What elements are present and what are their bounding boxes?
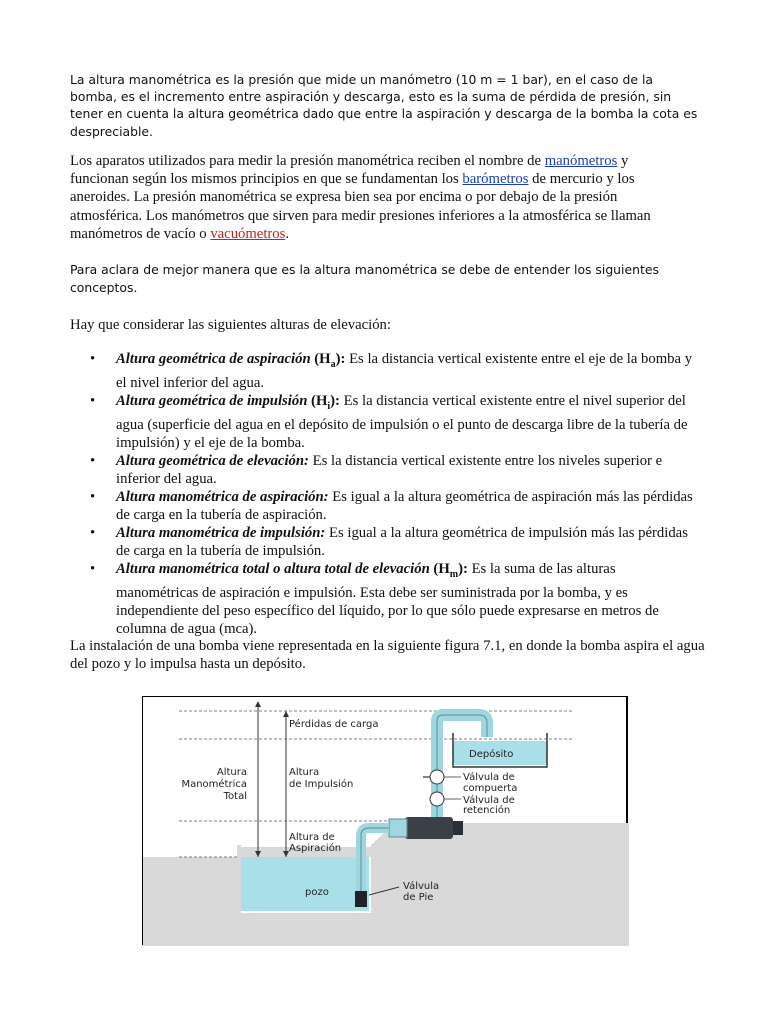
list-item-term: Altura manométrica total o altura total de elevación — [116, 560, 430, 577]
list-item-symbol-close: ): — [458, 560, 468, 577]
list-item-term: Altura manométrica de impulsión: — [116, 524, 326, 541]
list-item-symbol-close: ): — [330, 392, 340, 409]
list-item-term: Altura geométrica de elevación: — [116, 452, 309, 469]
list-item-term: Altura manométrica de aspiración: — [116, 488, 329, 505]
paragraph-altura-manometrica: La altura manométrica es la presión que mide un manómetro (10 m = 1 bar), en el caso de la bomba, es el incremento entre aspiración y descarga, esto es la suma de pérdida de presión, sin tener en cuenta la altura geométrica dado que entre la aspiración y descarga de la bomba la cota es despreciable. — [70, 72, 698, 139]
list-item — [70, 524, 700, 560]
list-item-text: Es la suma de las alturas manométricas de aspiración e impulsión. Esta debe ser suministrada por la bomba, y es independiente del peso específico del líquido, por lo que sólo puede expresarse en metros de columna de agua (mca). — [116, 560, 659, 637]
list-item-symbol: (H — [307, 392, 328, 409]
paragraph-text: y funcionan según los mismos principios en que se fundamentan los — [70, 153, 629, 188]
label-pozo: pozo — [305, 887, 329, 898]
link-barometros[interactable]: barómetros — [462, 171, 529, 188]
bullet: • — [90, 488, 96, 505]
list-item-text: Es igual a la altura geométrica de aspiración más las pérdidas de carga en la tubería de aspiración. — [116, 488, 693, 523]
list-item-symbol: (H — [310, 351, 331, 367]
paragraph-aparatos — [70, 152, 682, 243]
paragraph-text: . — [285, 225, 290, 242]
list-item-subscript: a — [330, 358, 336, 370]
bullet: • — [90, 452, 96, 469]
list-item-term: Altura geométrica de impulsión — [116, 392, 308, 409]
list-item — [70, 350, 700, 392]
pump-end — [453, 821, 463, 835]
pump-installation-figure — [142, 696, 628, 945]
pump-motor — [405, 817, 453, 839]
list-item-symbol-close: ): — [335, 351, 346, 367]
list-item-text: Es la distancia vertical existente entre el nivel superior del agua (superficie del agua en el depósito de impulsión o el punto de descarga libre de la tubería de impulsión) y el eje de la bomba. — [116, 392, 688, 451]
label-valvula-compuerta-1: Válvula de — [463, 772, 515, 783]
link-manometros[interactable]: manómetros — [544, 153, 618, 169]
arrow-up-icon — [283, 711, 289, 717]
paragraph-text: de mercurio y los aneroides. La presión manométrica se expresa bien sea por encima o por debajo de la presión atmosférica. Los manómetros que sirven para medir presiones inferiores a la atmosférica se llaman manómetros de vacío o — [70, 171, 651, 242]
pump-diagram — [143, 697, 629, 946]
label-valvula-compuerta-2: compuerta — [463, 783, 518, 794]
label-deposito: Depósito — [469, 749, 514, 760]
list-item-text: Es igual a la altura geométrica de impulsión más las pérdidas de carga en la tubería de impulsión. — [116, 524, 688, 559]
list-item-symbol: (H — [429, 560, 450, 577]
label-valvula-pie-1: Válvula — [403, 881, 440, 892]
label-altura-manometrica-2: Manométrica — [181, 779, 247, 790]
list-item-subscript: i — [327, 400, 331, 412]
paragraph-conceptos: Para aclara de mejor manera que es la altura manométrica se debe de entender los siguientes conceptos. — [70, 262, 659, 295]
check-valve-icon — [430, 792, 444, 806]
list-item-text: Es la distancia vertical existente entre los niveles superior e inferior del agua. — [116, 452, 663, 487]
label-altura-manometrica-1: Altura — [216, 767, 247, 778]
pump-casing — [389, 819, 407, 837]
label-altura-aspiracion-1: Altura de — [289, 832, 335, 843]
list-item-subscript: m — [449, 568, 459, 580]
list-item — [70, 560, 700, 638]
list-item-text: Es la distancia vertical existente entre el eje de la bomba y el nivel inferior del agua. — [116, 351, 693, 391]
list-item — [70, 392, 700, 452]
list-item — [70, 452, 700, 488]
paragraph-text: Los aparatos utilizados para medir la presión manométrica reciben el nombre de — [70, 153, 545, 169]
arrow-up-icon — [255, 701, 261, 707]
label-valvula-retencion-1: Válvula de — [463, 795, 515, 806]
link-vacuometros[interactable]: vacuómetros — [210, 225, 286, 242]
bullet: • — [90, 524, 96, 541]
well-water — [241, 857, 369, 911]
bullet: • — [90, 351, 96, 367]
paragraph-instalacion: La instalación de una bomba viene representada en la siguiente figura 7.1, en donde la bomba aspira el agua del pozo y lo impulsa hasta un depósito. — [70, 638, 705, 673]
label-altura-manometrica-3: Total — [223, 791, 247, 802]
ground-shape — [143, 823, 629, 946]
gate-valve-icon — [430, 770, 444, 784]
label-altura-impulsion-1: Altura — [289, 767, 320, 778]
label-altura-aspiracion-2: Aspiración — [289, 843, 342, 854]
bullet: • — [90, 560, 96, 577]
label-valvula-pie-2: de Pie — [403, 892, 434, 903]
list-item — [70, 488, 700, 524]
list-item-term: Altura geométrica de aspiración — [116, 351, 311, 367]
paragraph-alturas-intro: Hay que considerar las siguientes alturas de elevación: — [70, 317, 391, 333]
foot-valve-icon — [355, 891, 367, 907]
label-perdidas-de-carga: Pérdidas de carga — [289, 719, 379, 730]
label-altura-impulsion-2: de Impulsión — [289, 779, 354, 790]
alturas-list — [70, 350, 700, 638]
well-wall-left — [237, 845, 241, 915]
bullet: • — [90, 392, 96, 409]
label-valvula-retencion-2: retención — [463, 805, 511, 816]
